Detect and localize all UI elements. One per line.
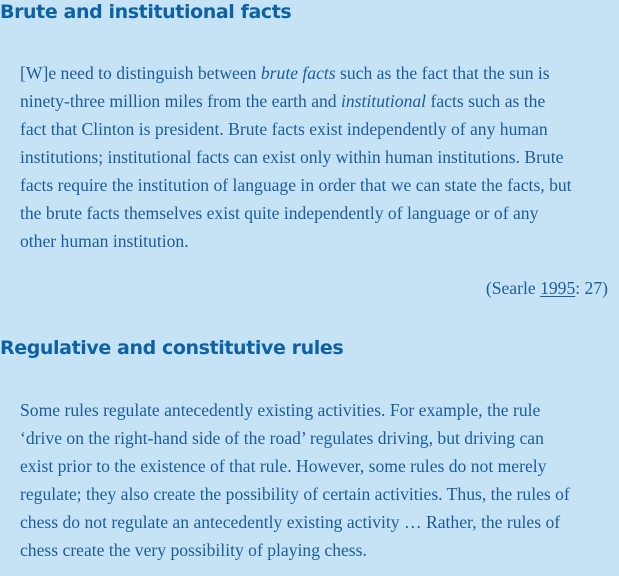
quote-line: chess do not regulate an antecedently existing activity … Rather, the rules of bbox=[20, 512, 561, 532]
section-heading-rules: Regulative and constitutive rules bbox=[0, 337, 344, 359]
section-heading-brute-facts: Brute and institutional facts bbox=[0, 1, 292, 23]
citation-year-link[interactable]: 1995 bbox=[540, 278, 576, 298]
quote-line: facts require the institution of language in order that we can state the facts, but bbox=[20, 175, 572, 195]
quote-line: [W]e need to distinguish between brute facts such as the fact that the sun is bbox=[20, 63, 550, 83]
quote-brute-facts bbox=[20, 59, 612, 255]
quote-line: chess create the very possibility of playing chess. bbox=[20, 540, 367, 560]
quote-line: other human institution. bbox=[20, 231, 189, 251]
term-institutional: institutional bbox=[341, 91, 427, 111]
citation: (Searle 1995: 27) bbox=[485, 278, 608, 298]
quote-line: ‘drive on the right-hand side of the road’ regulates driving, but driving can bbox=[20, 428, 544, 448]
quote-line: institutions; institutional facts can exist only within human institutions. Brute bbox=[20, 147, 564, 167]
term-brute-facts: brute facts bbox=[260, 63, 336, 83]
quote-line: regulate; they also create the possibility of certain activities. Thus, the rules of bbox=[20, 484, 570, 504]
quote-line: exist prior to the existence of that rule. However, some rules do not merely bbox=[20, 456, 547, 476]
quote-line: the brute facts themselves exist quite independently of language or of any bbox=[20, 203, 539, 223]
quote-line: Some rules regulate antecedently existing activities. For example, the rule bbox=[20, 400, 541, 420]
quote-line: ninety-three million miles from the earth and institutional facts such as the bbox=[20, 91, 546, 111]
quote-line: fact that Clinton is president. Brute facts exist independently of any human bbox=[20, 119, 548, 139]
quote-rules bbox=[20, 396, 612, 564]
